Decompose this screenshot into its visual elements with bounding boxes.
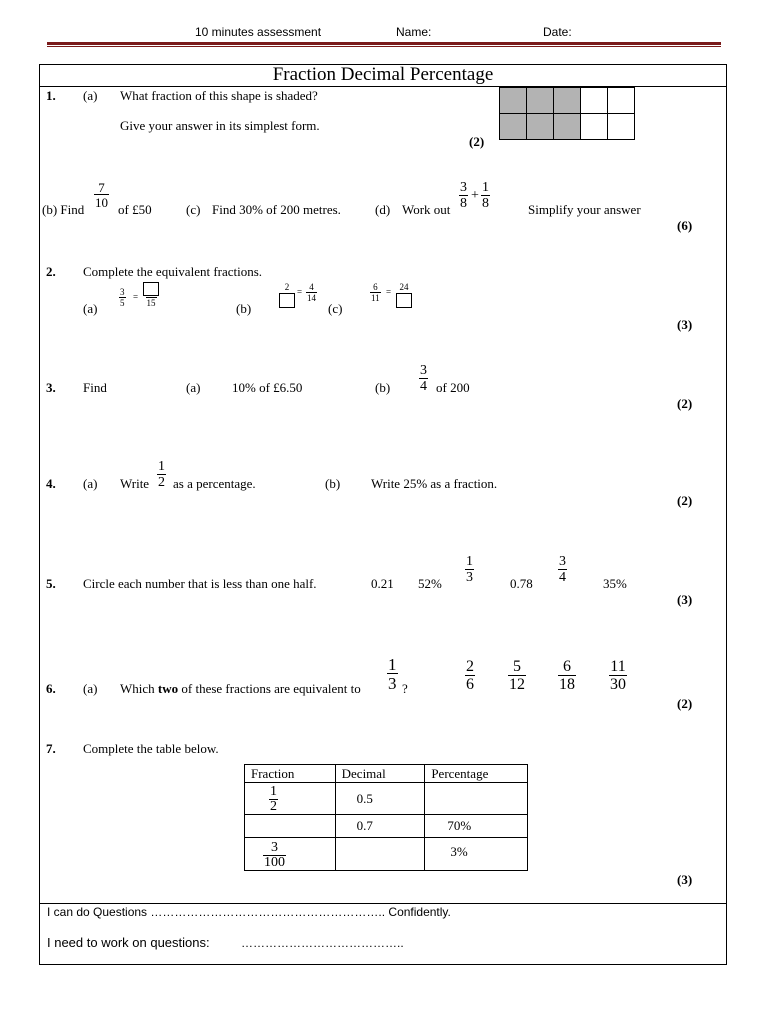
q2a-label: (a) — [83, 301, 98, 316]
footer-confident-line: I can do Questions ………………………………………………….. Confidently. — [47, 905, 451, 919]
header-rule — [47, 42, 721, 45]
q1d-f1-den: 8 — [460, 196, 467, 211]
table-cell-fraction[interactable] — [245, 815, 336, 838]
q5-fraction-1 — [465, 555, 474, 585]
grid-cell-shaded — [554, 114, 581, 140]
r3-frac-num: 3 — [271, 839, 278, 855]
q4a-label: (a) — [83, 476, 98, 491]
r1-frac-den: 2 — [270, 799, 277, 814]
q2c-num2: 24 — [399, 282, 409, 292]
q1d-fraction-1 — [459, 181, 468, 211]
q2c-equals: = — [386, 287, 392, 297]
q4a-tail: as a percentage. — [173, 476, 256, 491]
q2a-answer-fraction — [143, 282, 159, 308]
table-cell-fraction — [245, 783, 336, 815]
r1-fraction — [269, 785, 278, 814]
q1b-frac-num: 7 — [98, 180, 105, 195]
q4b-text: Write 25% as a fraction. — [371, 476, 498, 491]
q3-text: Find — [83, 380, 107, 395]
q2c-answer-box[interactable] — [396, 293, 412, 308]
q2a-den2: 15 — [146, 298, 156, 308]
q1b-frac-den: 10 — [95, 195, 108, 210]
table-cell-fraction — [245, 838, 336, 871]
q2b-fraction-2 — [306, 283, 317, 303]
q6-opt1-num: 2 — [466, 658, 474, 675]
q1d-f2-num: 1 — [482, 180, 489, 195]
q1b-fraction — [94, 181, 109, 209]
q2-number: 2. — [46, 264, 56, 279]
q6-option-fraction — [508, 659, 526, 693]
shaded-grid-shape — [499, 87, 636, 141]
r3-frac-den: 100 — [264, 854, 285, 870]
q6a-label: (a) — [83, 681, 98, 696]
table-cell-percentage: 70% — [425, 815, 528, 838]
r3-fraction — [263, 841, 286, 870]
grid-cell-shaded — [527, 114, 554, 140]
q6-opt4-den: 30 — [610, 676, 626, 693]
q6-option-fraction — [558, 659, 576, 693]
q1-marks-a: (2) — [469, 134, 485, 149]
grid-cell-unshaded — [581, 114, 608, 140]
q5-value-4: 35% — [603, 576, 627, 591]
q5-fraction-2 — [558, 555, 567, 585]
q2a-den: 5 — [120, 298, 125, 308]
q1d-label: (d) — [375, 202, 391, 217]
q4a-text: Write — [120, 476, 150, 491]
q4a-fraction — [157, 460, 166, 490]
q2b-num: 2 — [284, 282, 290, 292]
q6-opt2-den: 12 — [509, 676, 525, 693]
q1-instruction: Give your answer in its simplest form. — [120, 118, 320, 133]
q2a-answer-box[interactable] — [143, 282, 159, 296]
q6-opt4-num: 11 — [610, 658, 626, 675]
q1-marks: (6) — [677, 218, 693, 233]
q3-number: 3. — [46, 380, 56, 395]
q6-question — [120, 681, 361, 697]
q1-number: 1. — [46, 88, 56, 103]
q7-marks: (3) — [677, 872, 693, 887]
table-header: Fraction — [245, 765, 336, 783]
q1d-text: Work out — [402, 202, 451, 217]
q5-marks: (3) — [677, 592, 693, 607]
q3a-text: 10% of £6.50 — [232, 380, 303, 395]
q6-text-bold: two — [157, 681, 179, 696]
q6-text-post: of these fractions are equivalent to — [181, 681, 361, 696]
q2c-answer-fraction — [396, 283, 412, 308]
q1d-plus: + — [471, 188, 479, 203]
q7-text: Complete the table below. — [83, 741, 219, 756]
q6-option-fraction — [609, 659, 627, 693]
q1-question: What fraction of this shape is shaded? — [120, 88, 318, 103]
q6-opt3-num: 6 — [563, 658, 571, 675]
q3b-den: 4 — [420, 379, 427, 394]
q2a-fraction — [119, 288, 126, 308]
footer-divider — [40, 903, 726, 904]
q6-marks: (2) — [677, 696, 693, 711]
q3b-fraction — [419, 364, 428, 394]
q2c-den: 11 — [371, 293, 380, 303]
r1-frac-num: 1 — [270, 784, 277, 799]
table-cell-decimal: 0.5 — [335, 783, 425, 815]
grid-cell-shaded — [500, 114, 527, 140]
q2b-num2: 4 — [309, 282, 314, 292]
q2c-num: 6 — [373, 282, 378, 292]
q2-marks: (3) — [677, 317, 693, 332]
q1-simplify: Simplify your answer — [528, 202, 641, 217]
q2a-num: 3 — [120, 287, 125, 297]
q2b-fraction — [279, 283, 295, 308]
footer-work-on-label: I need to work on questions: — [47, 935, 210, 950]
q5-f1-num: 1 — [466, 554, 473, 569]
table-row — [245, 783, 528, 815]
q5-text: Circle each number that is less than one half. — [83, 576, 317, 591]
table-cell-decimal: 0.7 — [335, 815, 425, 838]
q5-value-2: 52% — [418, 576, 442, 591]
q4-number: 4. — [46, 476, 56, 491]
grid-cell-shaded — [554, 88, 581, 114]
q5-number: 5. — [46, 576, 56, 591]
q5-f2-den: 4 — [559, 570, 566, 585]
table-row — [245, 815, 528, 838]
q1c-text: Find 30% of 200 metres. — [212, 202, 341, 217]
table-header-row — [245, 765, 528, 783]
q2b-equals: = — [297, 287, 303, 297]
grid-cell-unshaded — [581, 88, 608, 114]
table-cell-percentage: 3% — [425, 838, 528, 871]
name-label: Name: — [396, 25, 432, 39]
q5-value-3: 0.78 — [510, 576, 533, 591]
q2c-fraction — [370, 283, 381, 303]
footer-work-on-dots: ………………………………….. — [241, 936, 404, 950]
q3b-label: (b) — [375, 380, 391, 395]
q6-target-num: 1 — [388, 655, 397, 674]
q6-opt1-den: 6 — [466, 676, 474, 693]
q1d-fraction-2 — [481, 181, 490, 211]
q1b-label: (b) Find — [42, 202, 85, 217]
q5-value-1: 0.21 — [371, 576, 394, 591]
q6-option-fraction — [465, 659, 475, 693]
q6-question-mark: ? — [402, 681, 408, 696]
q1c-label: (c) — [186, 202, 201, 217]
q2b-answer-box[interactable] — [279, 293, 295, 308]
q5-f2-num: 3 — [559, 554, 566, 569]
q6-text-pre: Which — [120, 681, 155, 696]
table-header: Decimal — [335, 765, 425, 783]
q4a-num: 1 — [158, 459, 165, 474]
q5-f1-den: 3 — [466, 570, 473, 585]
q3b-num: 3 — [420, 363, 427, 378]
q1-part-a: (a) — [83, 88, 98, 103]
grid-cell-unshaded — [608, 88, 635, 114]
q3b-tail: of 200 — [436, 380, 470, 395]
q6-number: 6. — [46, 681, 56, 696]
q1d-f1-num: 3 — [460, 180, 467, 195]
q6-target-fraction — [387, 656, 398, 692]
q6-target-den: 3 — [388, 674, 397, 693]
q3a-label: (a) — [186, 380, 201, 395]
table-header: Percentage — [425, 765, 528, 783]
q2b-den2: 14 — [307, 293, 316, 303]
q6-opt2-num: 5 — [513, 658, 521, 675]
q3-marks: (2) — [677, 396, 693, 411]
table-cell-decimal[interactable] — [335, 838, 425, 871]
grid-cell-shaded — [500, 88, 527, 114]
worksheet-title: Fraction Decimal Percentage — [272, 64, 494, 85]
q1d-f2-den: 8 — [482, 196, 489, 211]
table-row — [245, 838, 528, 871]
grid-cell-shaded — [527, 88, 554, 114]
q4b-label: (b) — [325, 476, 341, 491]
q1b-tail: of £50 — [118, 202, 152, 217]
q2a-equals: = — [133, 292, 139, 302]
q4a-den: 2 — [158, 475, 165, 490]
q2-text: Complete the equivalent fractions. — [83, 264, 263, 279]
q6-opt3-den: 18 — [559, 676, 575, 693]
date-label: Date: — [543, 25, 572, 39]
conversion-table — [244, 764, 528, 871]
header-rule-thin — [47, 46, 721, 47]
q7-number: 7. — [46, 741, 56, 756]
q2b-label: (b) — [236, 301, 252, 316]
assessment-label: 10 minutes assessment — [195, 25, 322, 39]
grid-cell-unshaded — [608, 114, 635, 140]
q4-marks: (2) — [677, 493, 693, 508]
table-cell-percentage[interactable] — [425, 783, 528, 815]
q2c-label: (c) — [328, 301, 343, 316]
